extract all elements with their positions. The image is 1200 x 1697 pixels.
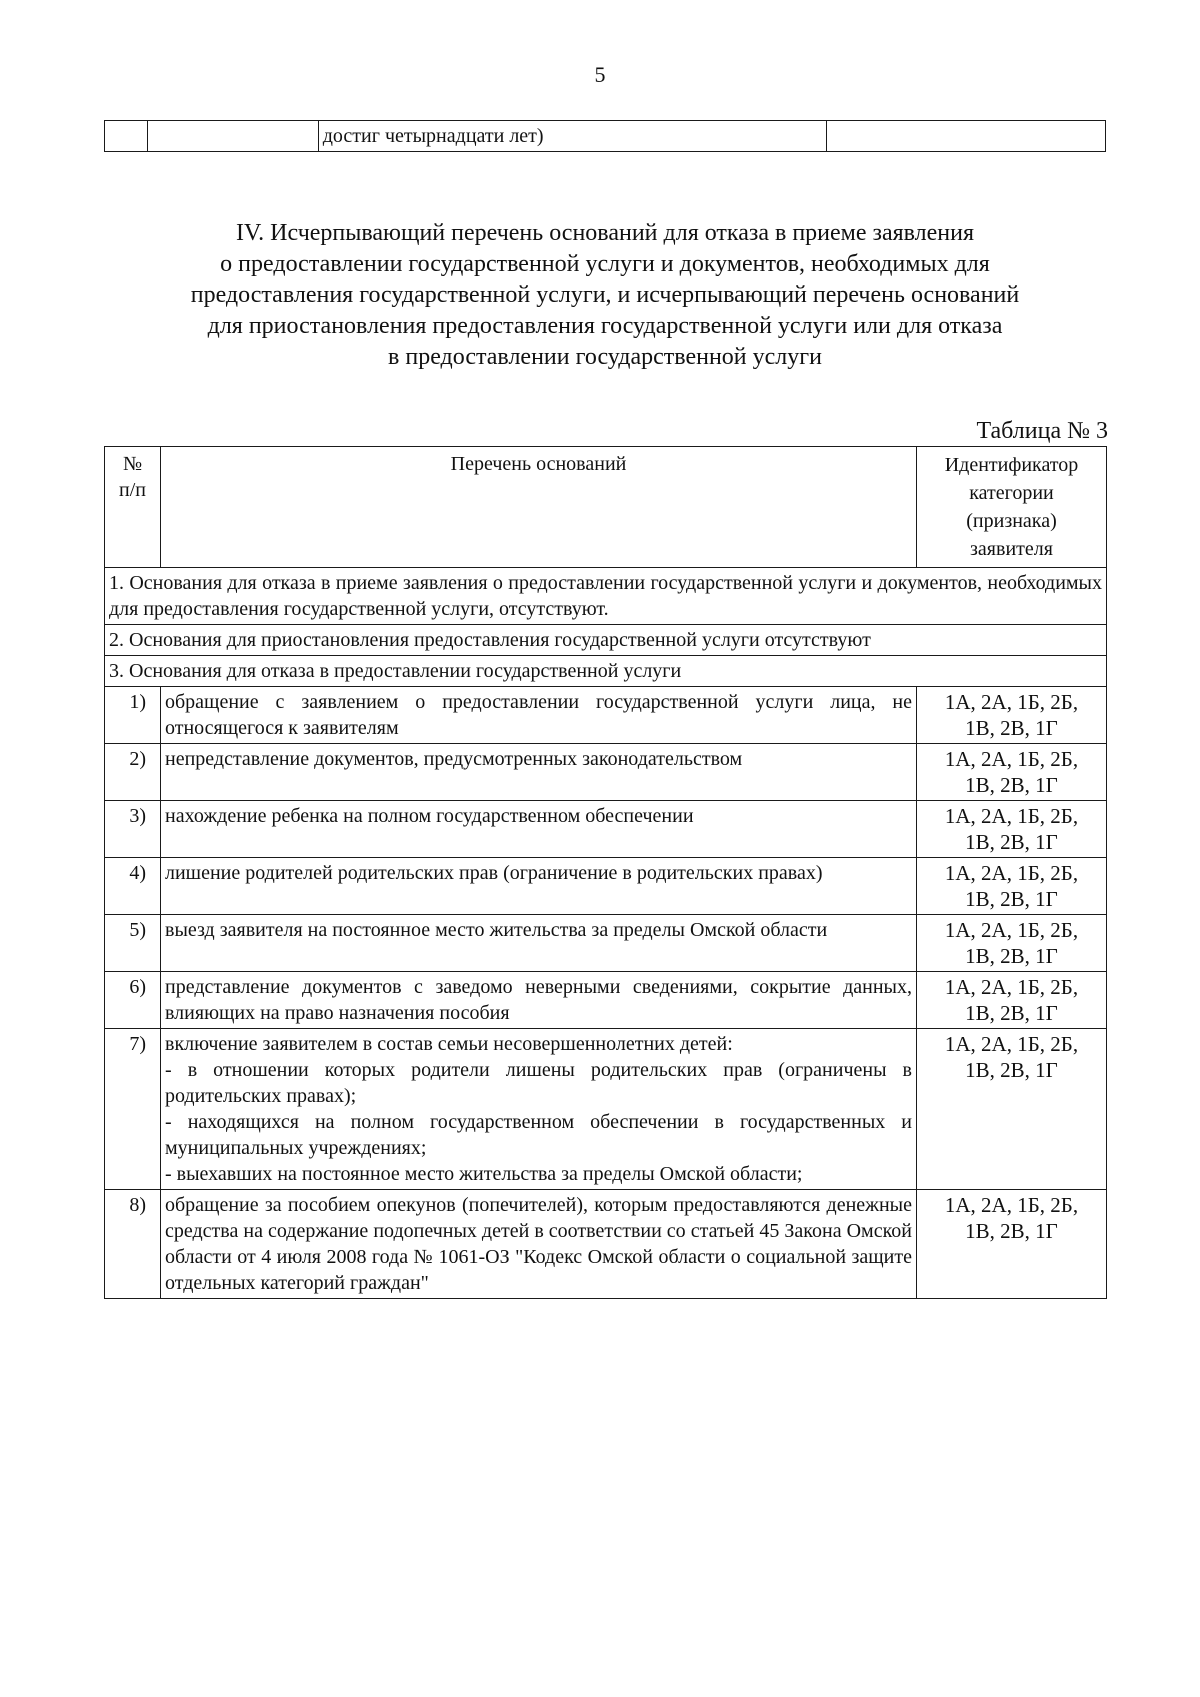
reason-line: обращение за пособием опекунов (попечителей), которым предоставляются денежные средства на содержание подопечных детей в соответствии со статьей 45 Закона Омской области от 4 июля 2008 года № 1061-ОЗ "Кодекс Омской области о социальной защите отдельных категорий граждан" [165, 1194, 912, 1294]
row-number: 3) [105, 801, 161, 858]
row-number: 2) [105, 744, 161, 801]
table-row [105, 744, 1107, 801]
carryover-row [105, 121, 1106, 152]
row-category: 1А, 2А, 1Б, 2Б, 1В, 2В, 1Г [917, 744, 1107, 801]
page-number: 5 [594, 62, 606, 87]
table-caption: Таблица № 3 [976, 418, 1108, 444]
table-row [105, 1190, 1107, 1299]
row-reason [161, 972, 917, 1029]
carryover-table [104, 120, 1106, 152]
row-number: 1) [105, 687, 161, 744]
section-title: 1. Основания для отказа в приеме заявления о предоставлении государственной услуги и документов, необходимых для предоставления государственной услуги, отсутствуют. [105, 568, 1107, 625]
reason-line: лишение родителей родительских прав (ограничение в родительских правах) [165, 862, 823, 884]
section-row [105, 625, 1107, 656]
section-row [105, 656, 1107, 687]
row-reason [161, 801, 917, 858]
reason-line: представление документов с заведомо неверными сведениями, сокрытие данных, влияющих на право назначения пособия [165, 976, 912, 1024]
reason-line: непредставление документов, предусмотренных законодательством [165, 748, 743, 770]
row-number: 7) [105, 1029, 161, 1190]
row-number: 4) [105, 858, 161, 915]
table-row [105, 858, 1107, 915]
row-reason [161, 858, 917, 915]
section-heading: IV. Исчерпывающий перечень оснований для отказа в приеме заявления о предоставлении государственной услуги и документов, необходимых для предоставления государственной услуги, и исчерпывающий перечень оснований для приостановления предоставления государственной услуги или для отказа в предоставлении государственной услуги [190, 220, 1020, 370]
section-row [105, 568, 1107, 625]
row-category: 1А, 2А, 1Б, 2Б, 1В, 2В, 1Г [917, 915, 1107, 972]
header-number: № п/п [105, 447, 161, 568]
table-row [105, 687, 1107, 744]
row-reason [161, 687, 917, 744]
row-reason [161, 1190, 917, 1299]
reason-line: нахождение ребенка на полном государственном обеспечении [165, 805, 694, 827]
carryover-cell-category [827, 121, 1106, 152]
table-body [105, 568, 1107, 1299]
row-number: 6) [105, 972, 161, 1029]
row-reason [161, 1029, 917, 1190]
section-title: 3. Основания для отказа в предоставлении государственной услуги [105, 656, 1107, 687]
reasons-table [104, 446, 1107, 1299]
carryover-cell-text: достиг четырнадцати лет) [318, 121, 827, 152]
reason-line: - в отношении которых родители лишены родительских прав (ограничены в родительских правах); [165, 1059, 912, 1107]
row-reason [161, 915, 917, 972]
row-category: 1А, 2А, 1Б, 2Б, 1В, 2В, 1Г [917, 858, 1107, 915]
carryover-cell-number [105, 121, 148, 152]
row-category: 1А, 2А, 1Б, 2Б, 1В, 2В, 1Г [917, 972, 1107, 1029]
header-category: Идентификатор категории (признака) заявителя [917, 447, 1107, 568]
header-reasons: Перечень оснований [161, 447, 917, 568]
row-category: 1А, 2А, 1Б, 2Б, 1В, 2В, 1Г [917, 1029, 1107, 1190]
reason-line: - находящихся на полном государственном обеспечении в государственных и муниципальных учреждениях; [165, 1111, 912, 1159]
table-row [105, 1029, 1107, 1190]
carryover-cell-blank [147, 121, 318, 152]
row-category: 1А, 2А, 1Б, 2Б, 1В, 2В, 1Г [917, 687, 1107, 744]
row-number: 8) [105, 1190, 161, 1299]
reason-line: включение заявителем в состав семьи несовершеннолетних детей: [165, 1033, 733, 1055]
reason-line: выезд заявителя на постоянное место жительства за пределы Омской области [165, 919, 828, 941]
table-header-row [105, 447, 1107, 568]
row-number: 5) [105, 915, 161, 972]
table-row [105, 915, 1107, 972]
table-row [105, 972, 1107, 1029]
reason-line: обращение с заявлением о предоставлении государственной услуги лица, не относящегося к заявителям [165, 691, 912, 739]
row-reason [161, 744, 917, 801]
section-title: 2. Основания для приостановления предоставления государственной услуги отсутствуют [105, 625, 1107, 656]
table-row [105, 801, 1107, 858]
row-category: 1А, 2А, 1Б, 2Б, 1В, 2В, 1Г [917, 1190, 1107, 1299]
row-category: 1А, 2А, 1Б, 2Б, 1В, 2В, 1Г [917, 801, 1107, 858]
reason-line: - выехавших на постоянное место жительства за пределы Омской области; [165, 1163, 803, 1185]
